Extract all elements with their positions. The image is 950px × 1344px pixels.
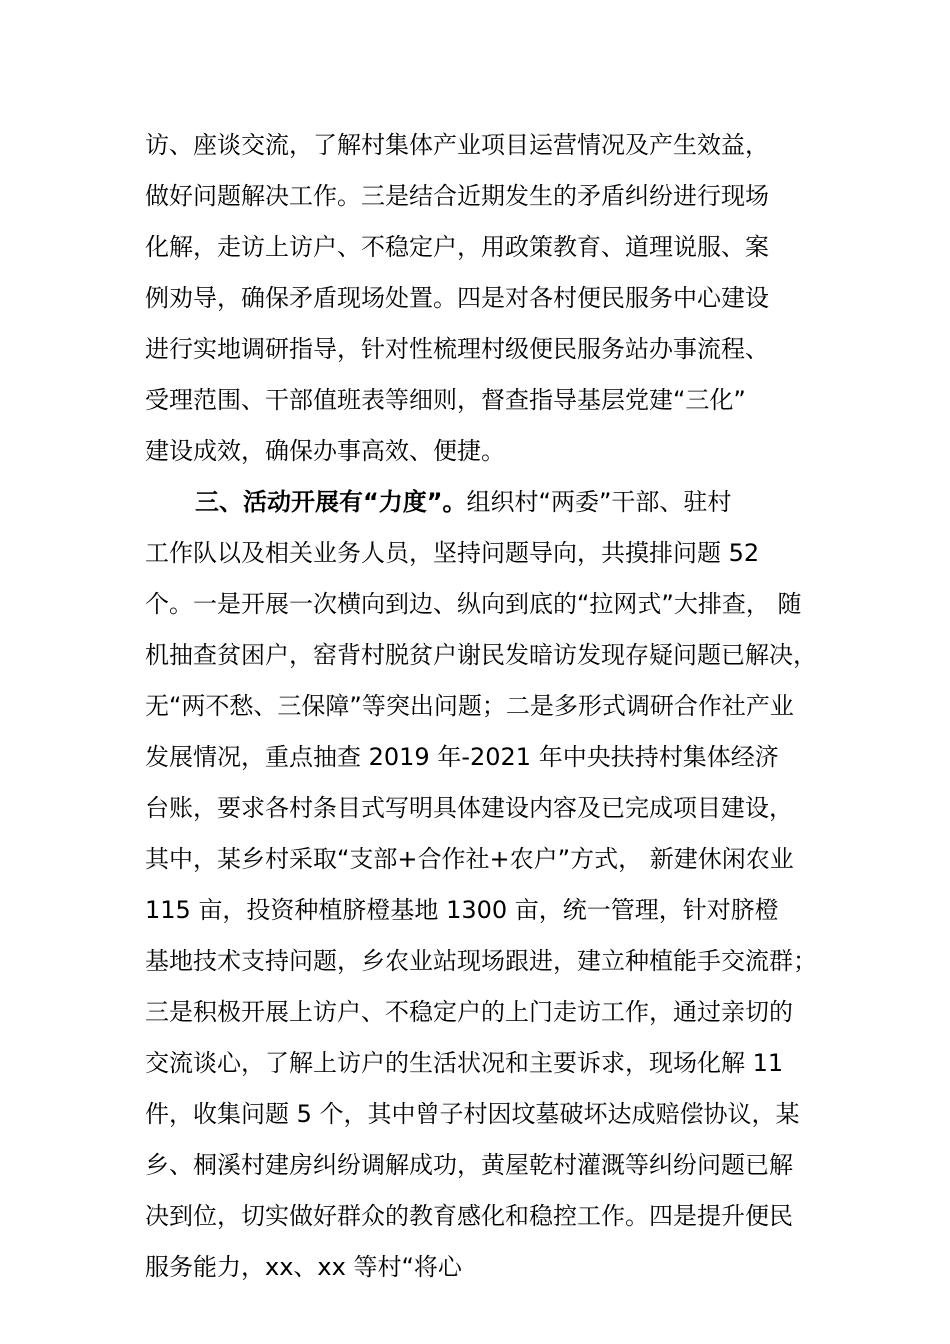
text-line: 115 亩，投资种植脐橙基地 1300 亩，统一管理，针对脐橙 — [145, 896, 779, 924]
text-line: 乡、桐溪村建房纠纷调解成功，黄屋乾村灌溉等纠纷问题已解 — [145, 1151, 793, 1179]
text-line: 受理范围、干部值班表等细则，督查指导基层党建“三化” — [145, 386, 746, 414]
text-line: 工作队以及相关业务人员，坚持问题导向，共摸排问题 52 — [145, 539, 760, 567]
text-line: 建设成效，确保办事高效、便捷。 — [145, 437, 505, 465]
text-line: 发展情况，重点抽查 2019 年-2021 年中央扶持村集体经济 — [145, 743, 779, 771]
text-line: 其中，某乡村采取“支部+合作社+农户”方式， 新建休闲农业 — [145, 845, 794, 873]
text-line: 台账，要求各村条目式写明具体建设内容及已完成项目建设， — [145, 794, 793, 822]
text-line: 服务能力，xx、xx 等村“将心 — [145, 1253, 462, 1281]
text-line: 交流谈心，了解上访户的生活状况和主要诉求，现场化解 11 — [145, 1049, 784, 1077]
text-line: 例劝导，确保矛盾现场处置。四是对各村便民服务中心建设 — [145, 284, 769, 312]
text-line: 个。一是开展一次横向到边、纵向到底的“拉网式”大排查， 随 — [145, 590, 802, 618]
text-line: 做好问题解决工作。三是结合近期发生的矛盾纠纷进行现场 — [145, 182, 769, 210]
text-line: 访、座谈交流，了解村集体产业项目运营情况及产生效益， — [145, 131, 769, 159]
text-line: 机抽查贫困户，窑背村脱贫户谢民发暗访发现存疑问题已解决， — [145, 641, 817, 669]
text-line: 无“两不愁、三保障”等突出问题；二是多形式调研合作社产业 — [145, 692, 794, 720]
body-text — [145, 120, 845, 1293]
section-3-first-line-text: 组织村“两委”干部、驻村 — [466, 488, 732, 516]
text-line: 化解，走访上访户、不稳定户，用政策教育、道理说服、案 — [145, 233, 769, 261]
text-line: 基地技术支持问题，乡农业站现场跟进，建立种植能手交流群； — [145, 947, 817, 975]
section-3-first-line — [145, 477, 845, 528]
section-3-heading: 三、活动开展有“力度”。 — [195, 488, 467, 516]
text-line: 件，收集问题 5 个，其中曾子村因坟墓破坏达成赔偿协议，某 — [145, 1100, 800, 1128]
text-line: 三是积极开展上访户、不稳定户的上门走访工作，通过亲切的 — [145, 998, 793, 1026]
text-line: 决到位，切实做好群众的教育感化和稳控工作。四是提升便民 — [145, 1202, 793, 1230]
text-line: 进行实地调研指导，针对性梳理村级便民服务站办事流程、 — [145, 335, 769, 363]
